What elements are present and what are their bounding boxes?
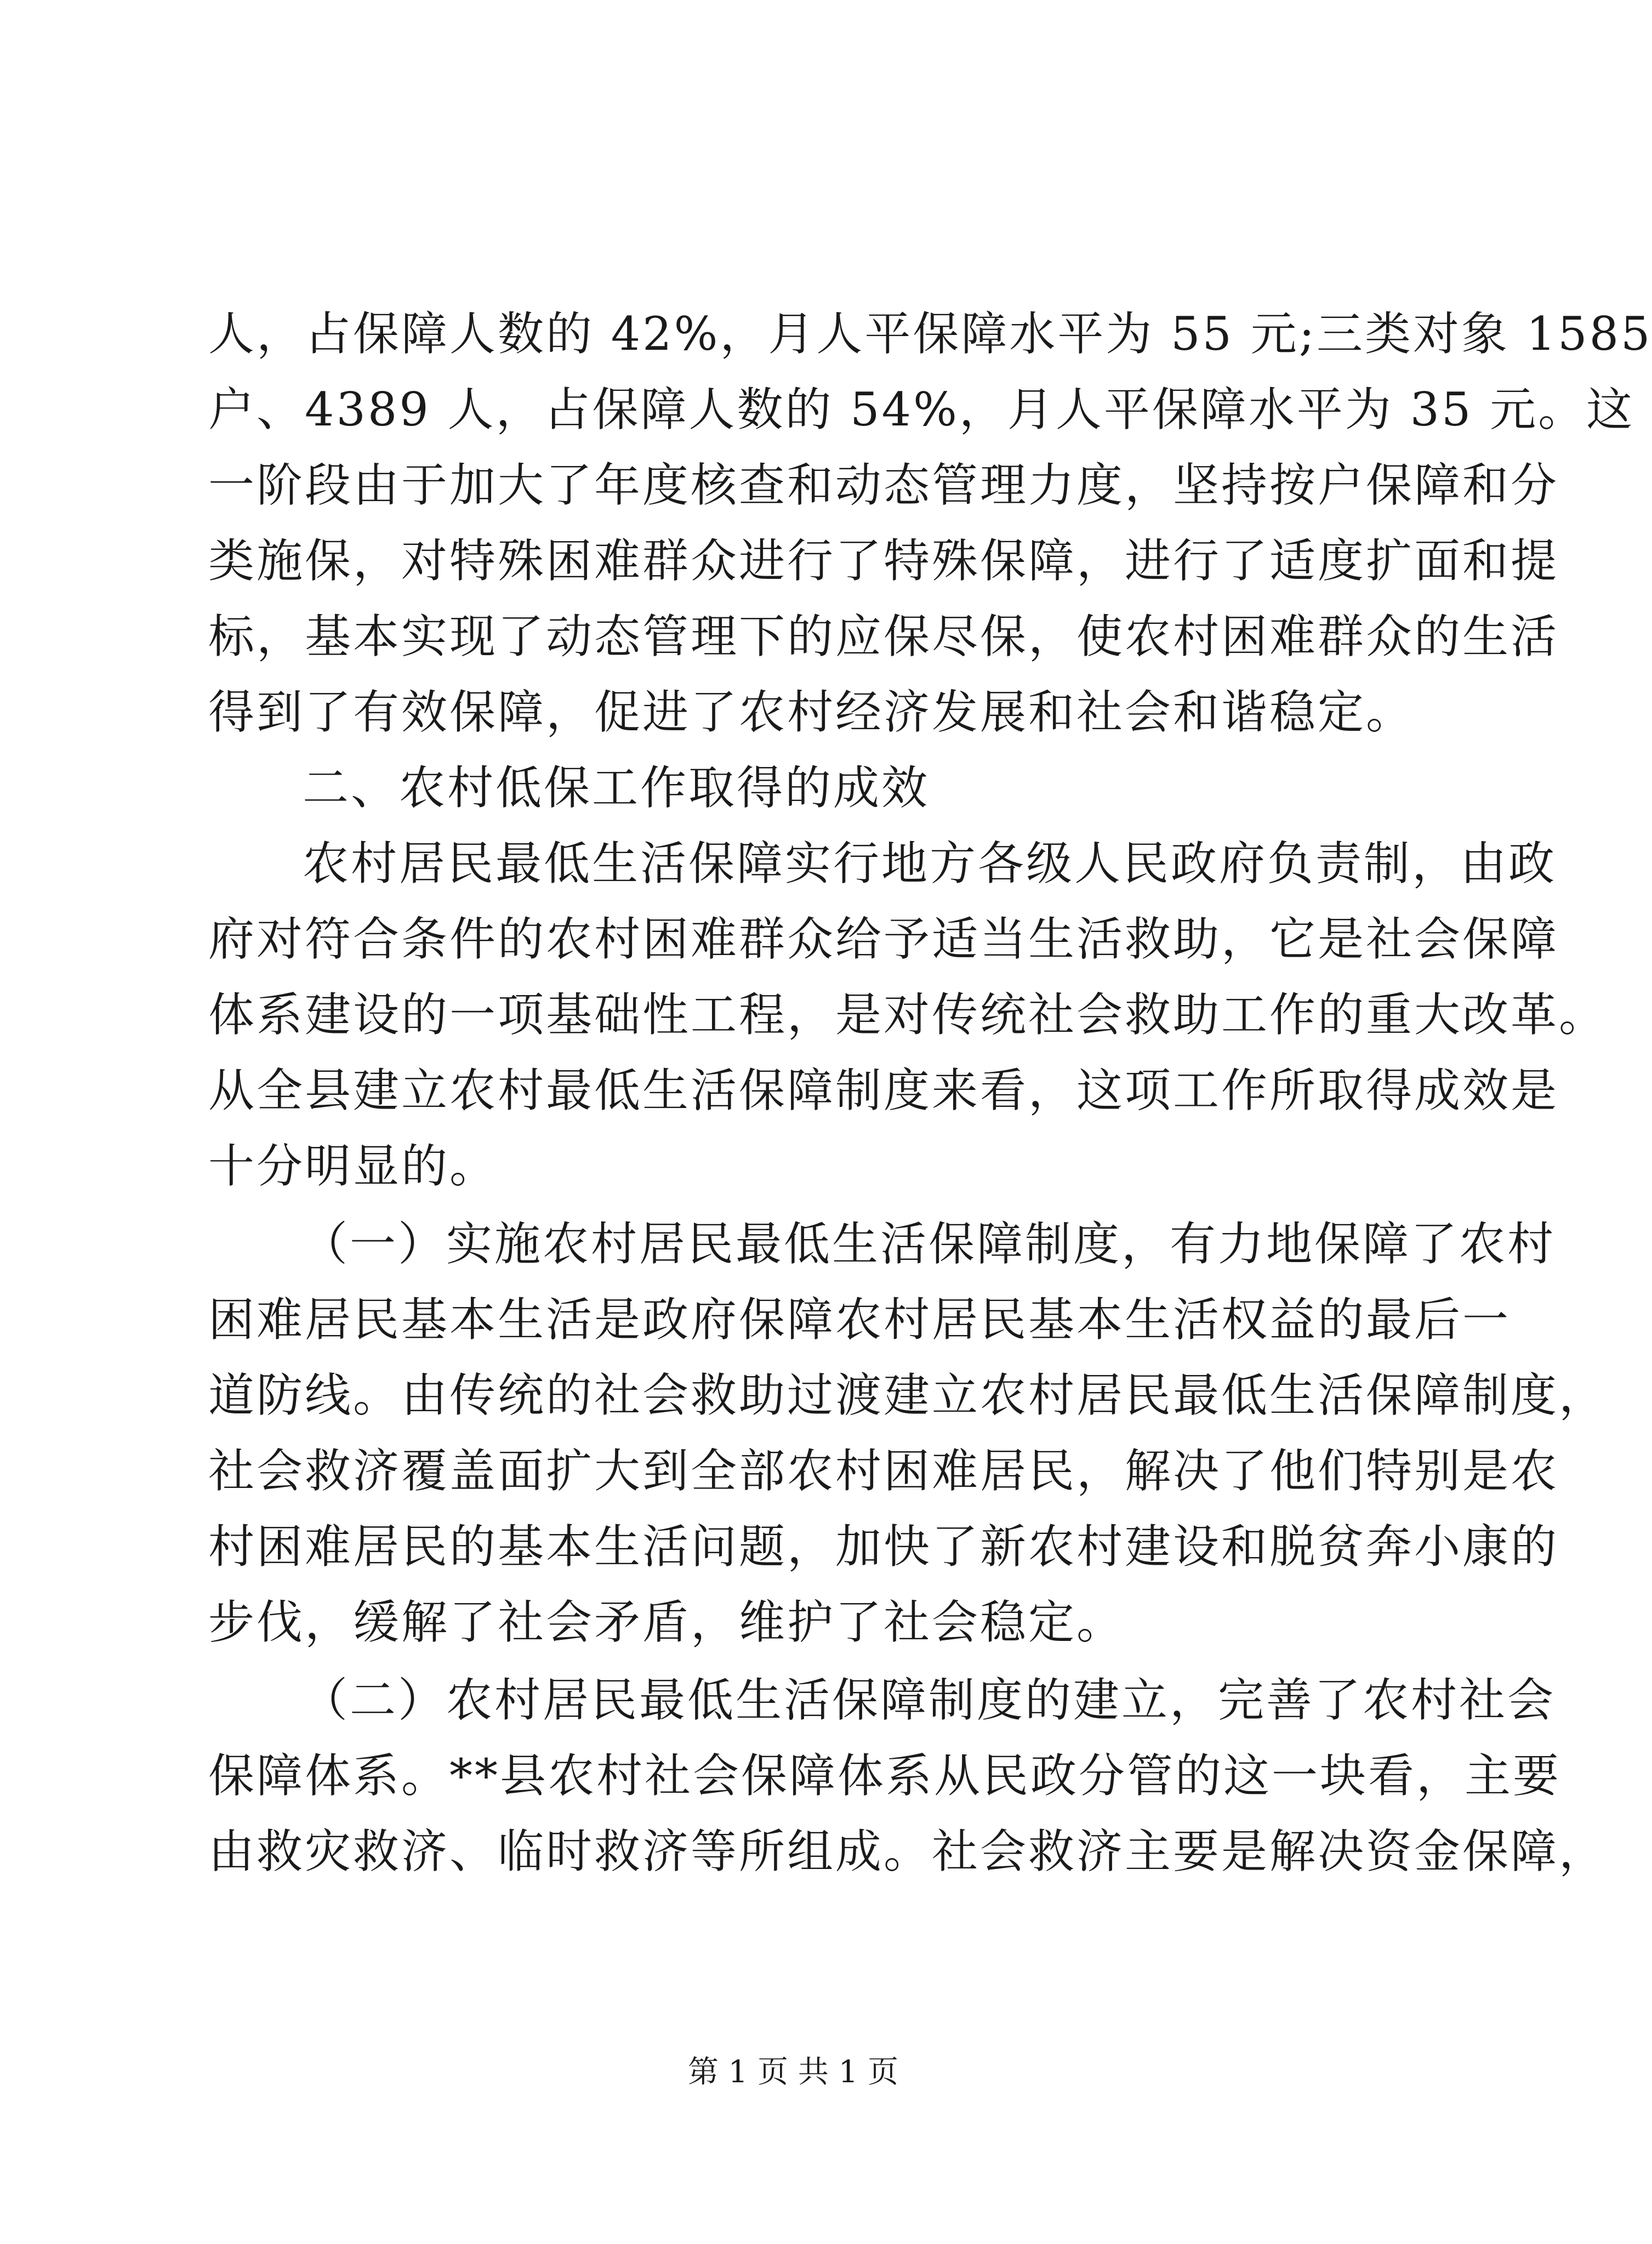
paragraph-line: （一）实施农村居民最低生活保障制度，有力地保障了农村: [301, 1217, 1556, 1271]
paragraph-line: 由救灾救济、临时救济等所组成。社会救济主要是解决资金保障，: [208, 1825, 1608, 1878]
section-heading: 二、农村低保工作取得的成效: [303, 761, 930, 815]
document-body: [208, 296, 1652, 1889]
paragraph-line: 从全县建立农村最低生活保障制度来看，这项工作所取得成效是: [208, 1064, 1559, 1117]
paragraph-line: 步伐，缓解了社会矛盾，维护了社会稳定。: [208, 1595, 1125, 1649]
paragraph-line: 体系建设的一项基础性工程，是对传统社会救助工作的重大改革。: [208, 988, 1608, 1042]
paragraph-line: 府对符合条件的农村困难群众给予适当生活救助，它是社会保障: [208, 912, 1559, 966]
paragraph-line: 类施保，对特殊困难群众进行了特殊保障，进行了适度扩面和提: [208, 534, 1559, 588]
paragraph-line: 保障体系。**县农村社会保障体系从民政分管的这一块看，主要: [208, 1749, 1562, 1803]
paragraph-line: 一阶段由于加大了年度核查和动态管理力度，坚持按户保障和分: [208, 458, 1559, 512]
paragraph-line: 困难居民基本生活是政府保障农村居民基本生活权益的最后一: [208, 1293, 1511, 1347]
paragraph-line: 人，占保障人数的 42%，月人平保障水平为 55 元;三类对象 1585: [208, 307, 1652, 361]
paragraph-line: 农村居民最低生活保障实行地方各级人民政府负责制，由政: [303, 837, 1557, 890]
paragraph-line: 标，基本实现了动态管理下的应保尽保，使农村困难群众的生活: [208, 610, 1559, 663]
page-number-footer: 第 1 页 共 1 页: [687, 2054, 899, 2090]
paragraph-line: 道防线。由传统的社会救助过渡建立农村居民最低生活保障制度，: [208, 1368, 1608, 1422]
paragraph-line: 得到了有效保障，促进了农村经济发展和社会和谐稳定。: [208, 685, 1415, 739]
paragraph-line: 十分明显的。: [208, 1139, 498, 1193]
paragraph-line: 社会救济覆盖面扩大到全部农村困难居民，解决了他们特别是农: [208, 1444, 1559, 1498]
paragraph-line: 村困难居民的基本生活问题，加快了新农村建设和脱贫奔小康的: [208, 1520, 1559, 1573]
paragraph-line: （二）农村居民最低生活保障制度的建立，完善了农村社会: [301, 1673, 1556, 1727]
paragraph-line: 户、4389 人，占保障人数的 54%，月人平保障水平为 35 元。这: [208, 383, 1635, 436]
